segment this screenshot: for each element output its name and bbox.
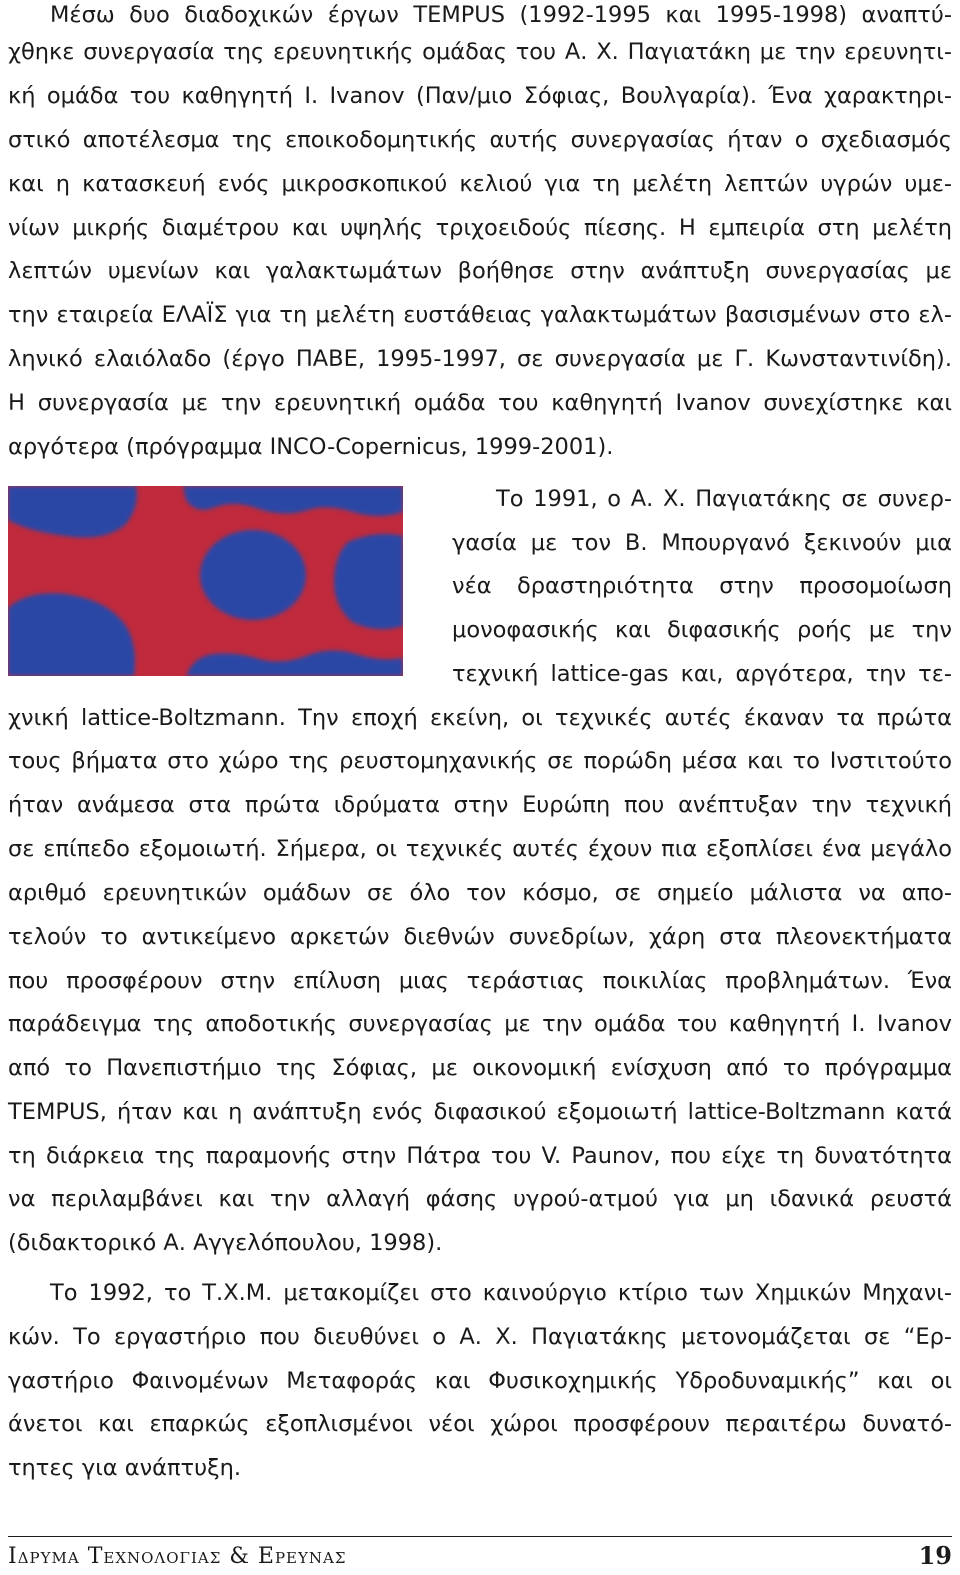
text-line: τελούν το αντικείμενο αρκετών διεθνών συνεδρίων, χάρη στα πλεονεκτήματα [8, 924, 952, 950]
text-line: και η κατασκευή ενός μικροσκοπικού κελιού για τη μελέτη λεπτών υγρών υμε- [8, 171, 952, 197]
text-line: γαστήριο Φαινομένων Μεταφοράς και Φυσικοχημικής Υδροδυναμικής” και οι [8, 1368, 952, 1394]
simulation-figure [8, 486, 403, 676]
footer-title: Ιδρυμα Τεχνολογιας & Ερευνας [8, 1544, 347, 1569]
text-line: αριθμό ερευνητικών ομάδων σε όλο τον κόσμο, σε σημείο μάλιστα να απο- [8, 880, 952, 906]
footer-divider [8, 1536, 952, 1537]
text-line: (διδακτορικό Α. Αγγελόπουλου, 1998). [8, 1230, 443, 1256]
text-line: Μέσω δυο διαδοχικών έργων TEMPUS (1992-1995 και 1995-1998) αναπτύ- [50, 2, 952, 28]
text-line: τους βήματα στο χώρο της ρευστομηχανικής σε πορώδη μέσα και το Ινστιτούτο [8, 748, 952, 774]
text-line: μονοφασικής και διφασικής ροής με την [452, 617, 952, 643]
text-line: τη διάρκεια της παραμονής στην Πάτρα του V. Paunov, που είχε τη δυνατότητα [8, 1143, 952, 1169]
text-line: γασία με τον Β. Μπουργανό ξεκινούν μια [452, 530, 952, 556]
text-line: που προσφέρουν στην επίλυση μιας τεράστιας ποικιλίας προβλημάτων. Ένα [8, 968, 952, 994]
text-line: χνική lattice-Boltzmann. Την εποχή εκείνη, οι τεχνικές αυτές έκαναν τα πρώτα [8, 705, 952, 731]
text-line: νέα δραστηριότητα στην προσομοίωση [452, 573, 952, 599]
text-line: κών. Το εργαστήριο που διευθύνει ο Α. Χ. Παγιατάκης μετονομάζεται σε “Ερ- [8, 1324, 952, 1350]
text-line: νίων μικρής διαμέτρου και υψηλής τριχοειδούς πίεσης. Η εμπειρία στη μελέτη [8, 215, 952, 241]
text-line: Το 1991, ο Α. Χ. Παγιατάκης σε συνερ- [496, 486, 952, 512]
text-line: παράδειγμα της αποδοτικής συνεργασίας με την ομάδα του καθηγητή I. Ivanov [8, 1011, 952, 1037]
text-line: άνετοι και επαρκώς εξοπλισμένοι νέοι χώροι προσφέρουν περαιτέρω δυνατό- [8, 1411, 952, 1437]
text-line: να περιλαμβάνει και την αλλαγή φάσης υγρού-ατμού για μη ιδανικά ρευστά [8, 1186, 952, 1212]
two-phase-flow-image [8, 486, 403, 676]
text-line: ήταν ανάμεσα στα πρώτα ιδρύματα στην Ευρώπη που ανέπτυξαν την τεχνική [8, 792, 952, 818]
text-line: Το 1992, το Τ.Χ.Μ. μετακομίζει στο καινούργιο κτίριο των Χημικών Μηχανι- [50, 1280, 952, 1306]
text-line: χθηκε συνεργασία της ερευνητικής ομάδας του Α. Χ. Παγιατάκη με την ερευνητι- [8, 39, 952, 65]
text-line: TEMPUS, ήταν και η ανάπτυξη ενός διφασικού εξομοιωτή lattice-Boltzmann κατά [8, 1099, 952, 1125]
text-line: στικό αποτέλεσμα της εποικοδομητικής αυτής συνεργασίας ήταν ο σχεδιασμός [8, 127, 952, 153]
text-line: σε επίπεδο εξομοιωτή. Σήμερα, οι τεχνικές αυτές έχουν πια εξοπλίσει ένα μεγάλο [8, 836, 952, 862]
text-line: Η συνεργασία με την ερευνητική ομάδα του καθηγητή Ivanov συνεχίστηκε και [8, 390, 952, 416]
text-line: αργότερα (πρόγραμμα INCO-Copernicus, 1999-2001). [8, 434, 614, 460]
text-line: λεπτών υμενίων και γαλακτωμάτων βοήθησε στην ανάπτυξη συνεργασίας με [8, 258, 952, 284]
text-line: τεχνική lattice-gas και, αργότερα, την τε- [452, 661, 952, 687]
page-number: 19 [918, 1541, 952, 1570]
text-line: τητες για ανάπτυξη. [8, 1455, 242, 1481]
text-line: κή ομάδα του καθηγητή I. Ivanov (Παν/μιο Σόφιας, Βουλγαρία). Ένα χαρακτηρι- [8, 83, 952, 109]
text-line: από το Πανεπιστήμιο της Σόφιας, με οικονομική ενίσχυση από το πρόγραμμα [8, 1055, 952, 1081]
text-line: την εταιρεία ΕΛΑΪΣ για τη μελέτη ευστάθειας γαλακτωμάτων βασισμένων στο ελ- [8, 302, 952, 328]
text-line: ληνικό ελαιόλαδο (έργο ΠΑΒΕ, 1995-1997, σε συνεργασία με Γ. Κωνσταντινίδη). [8, 346, 952, 372]
